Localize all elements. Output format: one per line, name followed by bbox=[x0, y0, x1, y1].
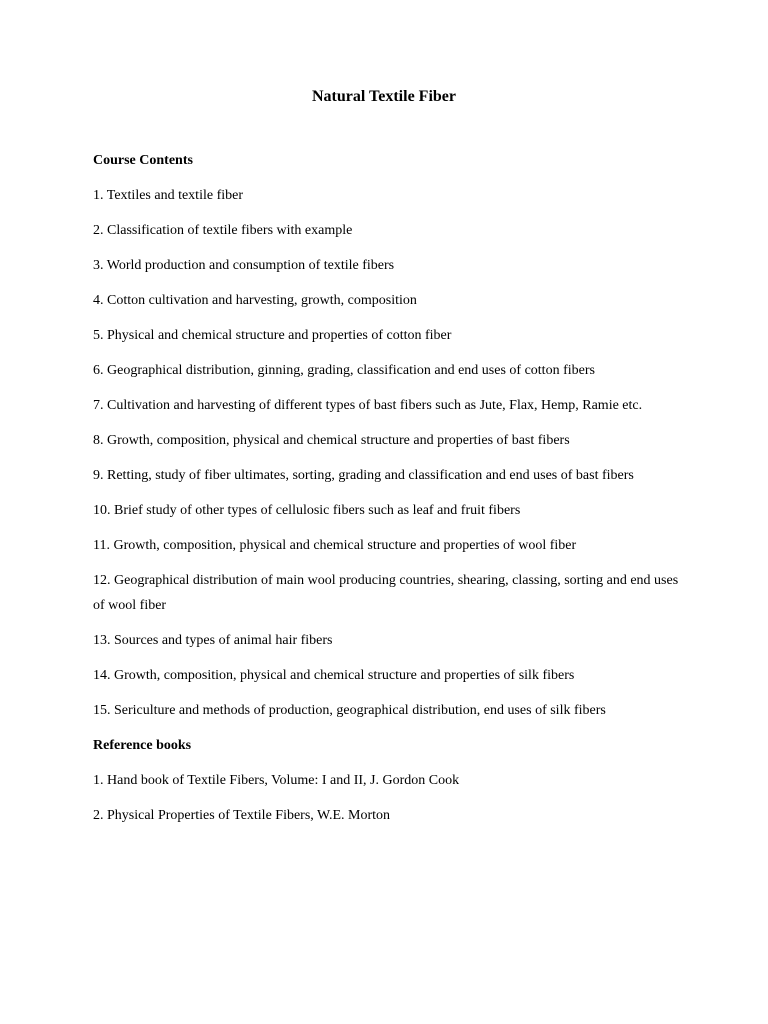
reference-books-heading: Reference books bbox=[93, 738, 192, 753]
course-item: 3. World production and consumption of textile fibers bbox=[93, 258, 395, 273]
course-item: 7. Cultivation and harvesting of different types of bast fibers such as Jute, Flax, Hemp, Ramie etc. bbox=[93, 398, 643, 413]
course-item: 5. Physical and chemical structure and properties of cotton fiber bbox=[93, 328, 452, 343]
course-item: 4. Cotton cultivation and harvesting, growth, composition bbox=[93, 293, 417, 308]
course-item: 10. Brief study of other types of cellulosic fibers such as leaf and fruit fibers bbox=[93, 503, 521, 518]
course-item: 2. Classification of textile fibers with example bbox=[93, 223, 353, 238]
reference-item: 1. Hand book of Textile Fibers, Volume: I and II, J. Gordon Cook bbox=[93, 773, 460, 788]
reference-books-list bbox=[93, 768, 693, 828]
course-item: 11. Growth, composition, physical and chemical structure and properties of wool fiber bbox=[93, 538, 577, 553]
course-item: 13. Sources and types of animal hair fibers bbox=[93, 633, 333, 648]
course-item: 15. Sericulture and methods of production, geographical distribution, end uses of silk fibers bbox=[93, 703, 606, 718]
course-item: 12. Geographical distribution of main wool producing countries, shearing, classing, sorting and end uses of wool fiber bbox=[93, 573, 679, 613]
document-body bbox=[93, 148, 693, 838]
course-contents-heading: Course Contents bbox=[93, 153, 193, 168]
course-item: 8. Growth, composition, physical and chemical structure and properties of bast fibers bbox=[93, 433, 570, 448]
course-contents-list bbox=[93, 183, 693, 723]
course-item: 6. Geographical distribution, ginning, grading, classification and end uses of cotton fibers bbox=[93, 363, 595, 378]
course-item: 14. Growth, composition, physical and chemical structure and properties of silk fibers bbox=[93, 668, 575, 683]
page-title: Natural Textile Fiber bbox=[312, 88, 456, 105]
course-item: 1. Textiles and textile fiber bbox=[93, 188, 243, 203]
reference-item: 2. Physical Properties of Textile Fibers, W.E. Morton bbox=[93, 808, 391, 823]
course-item: 9. Retting, study of fiber ultimates, sorting, grading and classification and end uses of bast fibers bbox=[93, 468, 634, 483]
